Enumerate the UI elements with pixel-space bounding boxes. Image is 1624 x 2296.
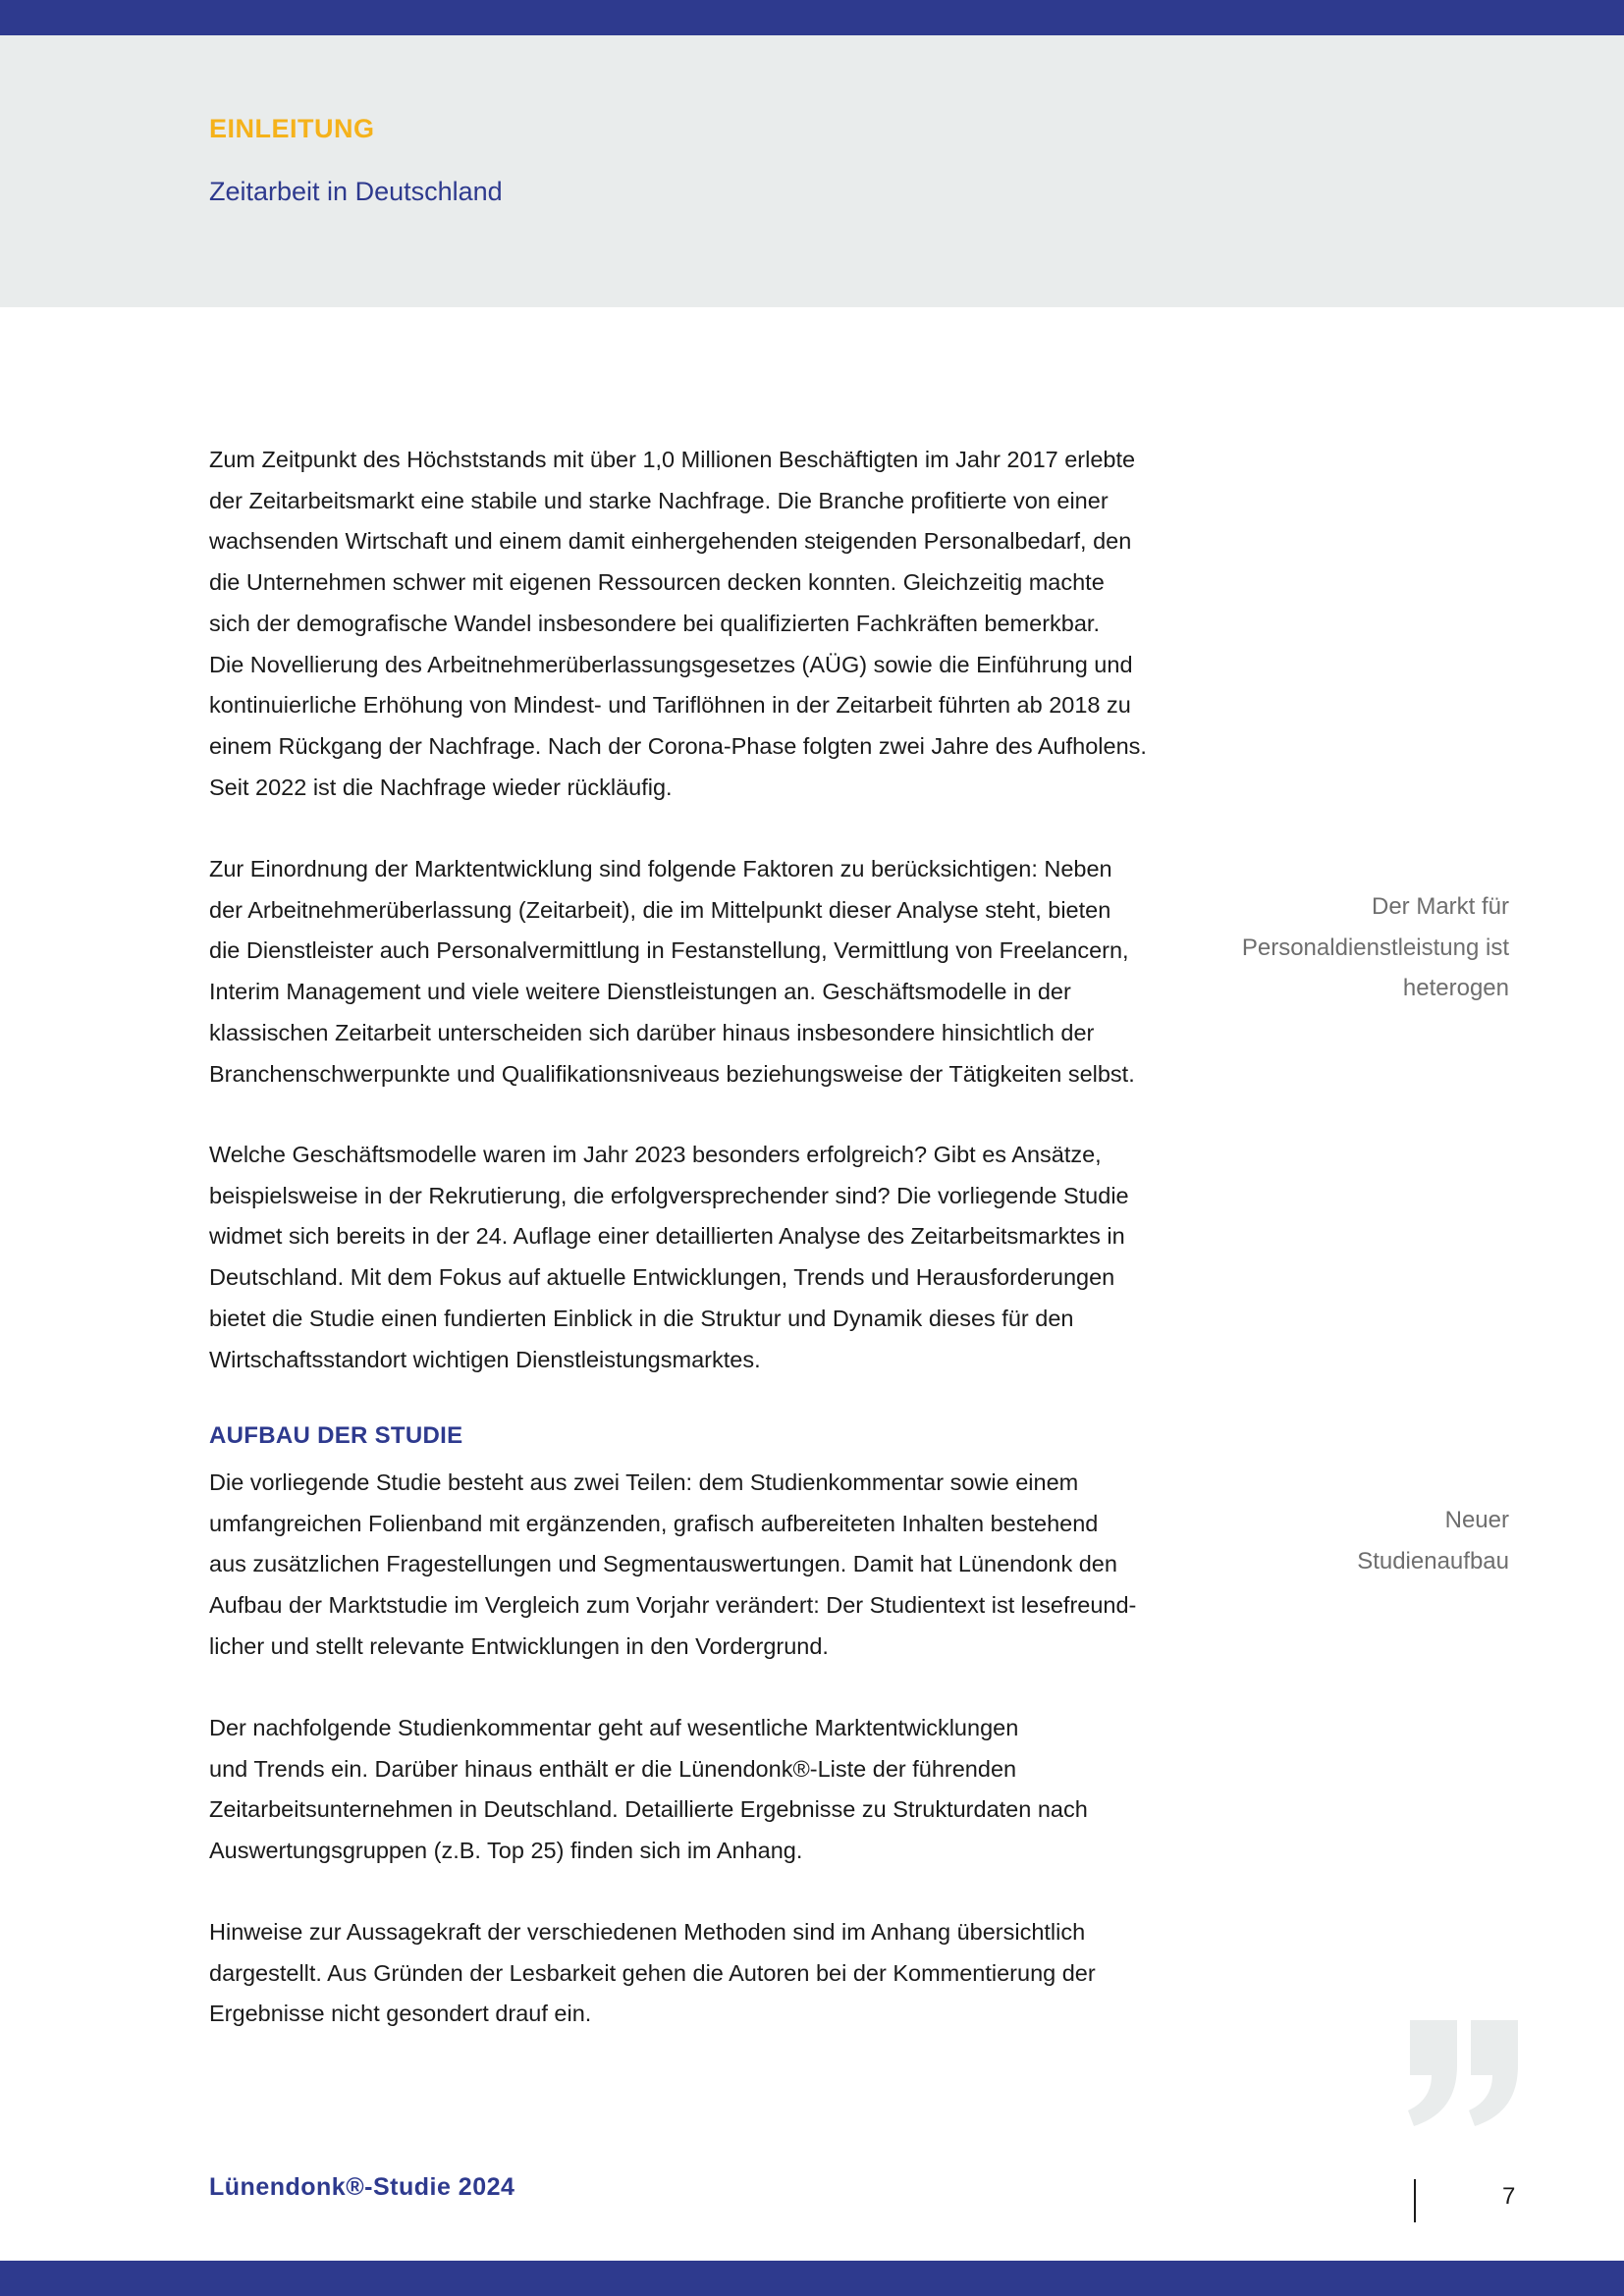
- text-line: der Zeitarbeitsmarkt eine stabile und starke Nachfrage. Die Branche profitierte von einer: [209, 487, 1109, 513]
- header-band: [0, 35, 1624, 307]
- paragraph-2: [209, 849, 1181, 1095]
- margin-note-line: Personaldienstleistung ist: [1241, 934, 1509, 961]
- paragraph-1: [209, 440, 1181, 808]
- text-line: Welche Geschäftsmodelle waren im Jahr 2023 besonders erfolgreich? Gibt es Ansätze,: [209, 1142, 1102, 1167]
- margin-note-market: [1185, 886, 1509, 1009]
- margin-note-line: heterogen: [1402, 975, 1509, 1002]
- text-line: Deutschland. Mit dem Fokus auf aktuelle Entwicklungen, Trends und Herausforderungen: [209, 1264, 1115, 1291]
- section-label: EINLEITUNG: [209, 114, 375, 143]
- page-number: 7: [1502, 2183, 1516, 2210]
- margin-note-study: [1185, 1500, 1509, 1581]
- text-line: Aufbau der Marktstudie im Vergleich zum Vorjahr verändert: Der Studientext ist lesefreund-: [209, 1592, 1137, 1619]
- margin-note-line: Der Markt für: [1371, 893, 1509, 920]
- bottom-color-bar: [0, 2261, 1624, 2296]
- text-line: wachsenden Wirtschaft und einem damit einhergehenden steigenden Personalbedarf, den: [209, 528, 1132, 555]
- text-line: Zeitarbeitsunternehmen in Deutschland. Detaillierte Ergebnisse zu Strukturdaten nach: [209, 1796, 1088, 1823]
- text-line: Branchenschwerpunkte und Qualifikationsniveaus beziehungsweise der Tätigkeiten selbst.: [209, 1060, 1135, 1087]
- text-line: die Dienstleister auch Personalvermittlung in Festanstellung, Vermittlung von Freelancern,: [209, 937, 1129, 964]
- text-line: umfangreichen Folienband mit ergänzenden, grafisch aufbereiteten Inhalten bestehend: [209, 1510, 1099, 1536]
- text-line: sich der demografische Wandel insbesondere bei qualifizierten Fachkräften bemerkbar.: [209, 610, 1100, 636]
- footer-divider: [1414, 2179, 1416, 2222]
- text-line: Hinweise zur Aussagekraft der verschiedenen Methoden sind im Anhang übersichtlich: [209, 1919, 1086, 1945]
- text-line: klassischen Zeitarbeit unterscheiden sich darüber hinaus insbesondere hinsichtlich der: [209, 1019, 1095, 1045]
- text-line: aus zusätzlichen Fragestellungen und Segmentauswertungen. Damit hat Lünendonk den: [209, 1551, 1117, 1577]
- text-line: die Unternehmen schwer mit eigenen Ressourcen decken konnten. Gleichzeitig machte: [209, 569, 1105, 596]
- paragraph-6: [209, 1912, 1181, 2035]
- text-line: beispielsweise in der Rekrutierung, die erfolgversprechender sind? Die vorliegende Studie: [209, 1182, 1129, 1208]
- closing-quote-icon: [1406, 2020, 1524, 2126]
- text-line: Zum Zeitpunkt des Höchststands mit über 1,0 Millionen Beschäftigten im Jahr 2017 erlebte: [209, 447, 1136, 472]
- text-line: bietet die Studie einen fundierten Einblick in die Struktur und Dynamik dieses für den: [209, 1305, 1074, 1331]
- text-line: und Trends ein. Darüber hinaus enthält er die Lünendonk®-Liste der führenden: [209, 1755, 1017, 1782]
- text-line: Wirtschaftsstandort wichtigen Dienstleistungsmarktes.: [209, 1346, 761, 1372]
- paragraph-3: [209, 1135, 1181, 1380]
- margin-note-line: Studienaufbau: [1357, 1547, 1509, 1575]
- text-line: kontinuierliche Erhöhung von Mindest- und Tariflöhnen in der Zeitarbeit führten ab 2018 zu: [209, 692, 1131, 719]
- text-line: Interim Management und viele weitere Dienstleistungen an. Geschäftsmodelle in der: [209, 979, 1071, 1005]
- text-line: licher und stellt relevante Entwicklungen in den Vordergrund.: [209, 1632, 829, 1659]
- text-line: Auswertungsgruppen (z.B. Top 25) finden sich im Anhang.: [209, 1838, 803, 1864]
- text-line: dargestellt. Aus Gründen der Lesbarkeit gehen die Autoren bei der Kommentierung der: [209, 1959, 1096, 1986]
- text-line: Der nachfolgende Studienkommentar geht auf wesentliche Marktentwicklungen: [209, 1715, 1019, 1740]
- text-line: der Arbeitnehmerüberlassung (Zeitarbeit), die im Mittelpunkt dieser Analyse steht, bieten: [209, 896, 1111, 923]
- section-title: Zeitarbeit in Deutschland: [209, 177, 503, 206]
- top-color-bar: [0, 0, 1624, 35]
- text-line: Die Novellierung des Arbeitnehmerüberlassungsgesetzes (AÜG) sowie die Einführung und: [209, 651, 1133, 677]
- paragraph-5: [209, 1708, 1181, 1872]
- footer-study-title: Lünendonk®-Studie 2024: [209, 2173, 515, 2201]
- text-line: Ergebnisse nicht gesondert drauf ein.: [209, 2001, 592, 2027]
- text-line: Die vorliegende Studie besteht aus zwei Teilen: dem Studienkommentar sowie einem: [209, 1469, 1079, 1495]
- margin-note-line: Neuer: [1444, 1507, 1509, 1533]
- text-line: einem Rückgang der Nachfrage. Nach der Corona-Phase folgten zwei Jahre des Aufholens.: [209, 732, 1147, 759]
- subheading-study-structure: AUFBAU DER STUDIE: [209, 1422, 463, 1449]
- text-line: Zur Einordnung der Marktentwicklung sind folgende Faktoren zu berücksichtigen: Neben: [209, 856, 1112, 881]
- text-line: Seit 2022 ist die Nachfrage wieder rückläufig.: [209, 774, 673, 800]
- paragraph-4: [209, 1463, 1181, 1668]
- text-line: widmet sich bereits in der 24. Auflage einer detaillierten Analyse des Zeitarbeitsmarktes in: [209, 1223, 1125, 1250]
